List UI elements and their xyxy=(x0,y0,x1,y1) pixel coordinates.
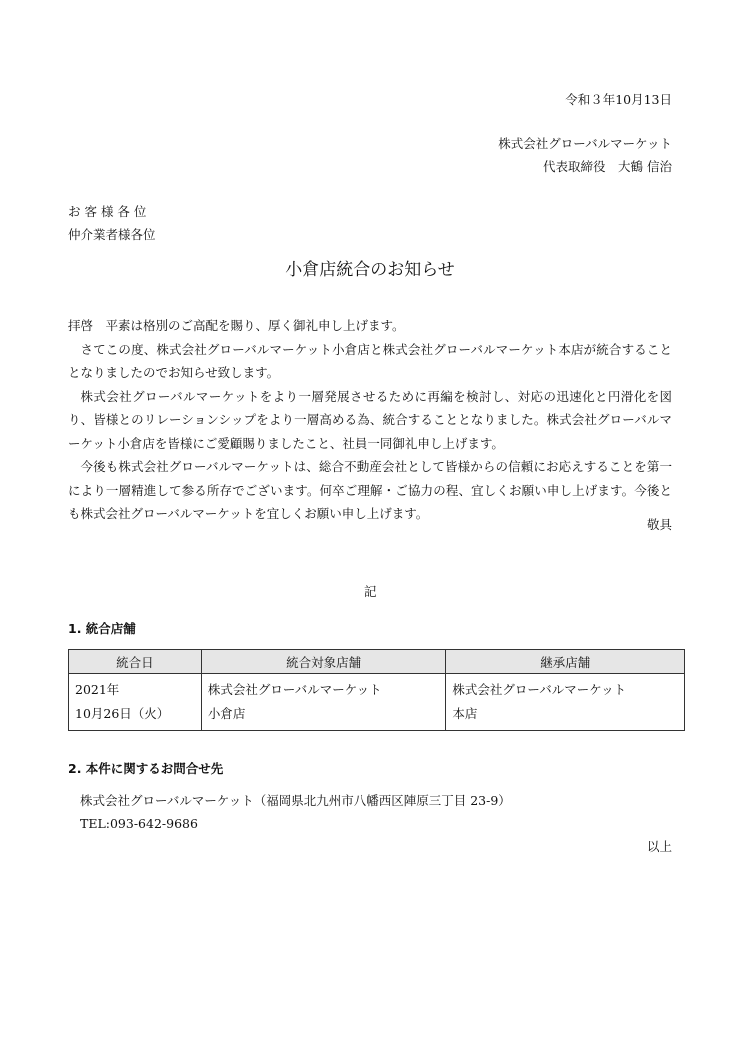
section1-heading: 1. 統合店舗 xyxy=(68,621,136,636)
cell-successor xyxy=(446,674,685,731)
cell-date xyxy=(69,674,202,731)
page-title: 小倉店統合のお知らせ xyxy=(285,260,455,280)
store-table xyxy=(68,649,685,731)
body-paragraph-3: 今後も株式会社グローバルマーケットは、総合不動産会社として皆様からの信頼にお応えすることを第一により一層精進して参る所存でございます。何卒ご理解・ご協力の程、宜しくお願い申し上げます。今後とも株式会社グローバルマーケットを宜しくお願い申し上げます。 xyxy=(68,459,672,521)
letter-date: 令和３年10月13日 xyxy=(565,92,672,107)
cell-successor-line2: 本店 xyxy=(452,706,478,721)
end-mark: 以上 xyxy=(646,839,672,854)
body-paragraph-2: 株式会社グローバルマーケットをより一層発展させるために再編を検討し、対応の迅速化と円滑化を図り、皆様とのリレーションシップをより一層高める為、統合することとなりました。株式会社グローバルマーケット小倉店を皆様にご愛顧賜りましたこと、社員一同御礼申し上げます。 xyxy=(68,388,672,451)
sender-representative: 代表取締役 大鶴 信治 xyxy=(543,159,672,174)
table-row xyxy=(69,674,685,731)
table-header-row xyxy=(69,650,685,674)
cell-date-line2: 10月26日（火） xyxy=(75,706,170,721)
recipient-customers: お 客 様 各 位 xyxy=(68,204,147,219)
recipient-brokers: 仲介業者様各位 xyxy=(68,227,156,242)
section2-heading: 2. 本件に関するお問合せ先 xyxy=(68,761,224,776)
column-header-date: 統合日 xyxy=(69,650,202,674)
ki-heading: 記 xyxy=(364,584,377,599)
sender-company: 株式会社グローバルマーケット xyxy=(498,136,672,151)
contact-phone: TEL:093-642-9686 xyxy=(80,816,198,831)
contact-address: 株式会社グローバルマーケット（福岡県北九州市八幡西区陣原三丁目 23-9） xyxy=(80,793,511,808)
letter-body xyxy=(68,314,672,526)
cell-target xyxy=(201,674,446,731)
column-header-target: 統合対象店舗 xyxy=(201,650,446,674)
cell-successor-line1: 株式会社グローバルマーケット xyxy=(452,682,627,697)
cell-target-line2: 小倉店 xyxy=(207,706,246,721)
body-paragraph-1: さてこの度、株式会社グローバルマーケット小倉店と株式会社グローバルマーケット本店が統合することとなりましたのでお知らせ致します。 xyxy=(68,341,672,380)
column-header-successor: 継承店舗 xyxy=(446,650,685,674)
closing-keigu: 敬具 xyxy=(646,517,672,532)
cell-date-line1: 2021年 xyxy=(75,682,120,697)
cell-target-line1: 株式会社グローバルマーケット xyxy=(207,682,382,697)
greeting: 拝啓 平素は格別のご高配を賜り、厚く御礼申し上げます。 xyxy=(68,318,405,333)
